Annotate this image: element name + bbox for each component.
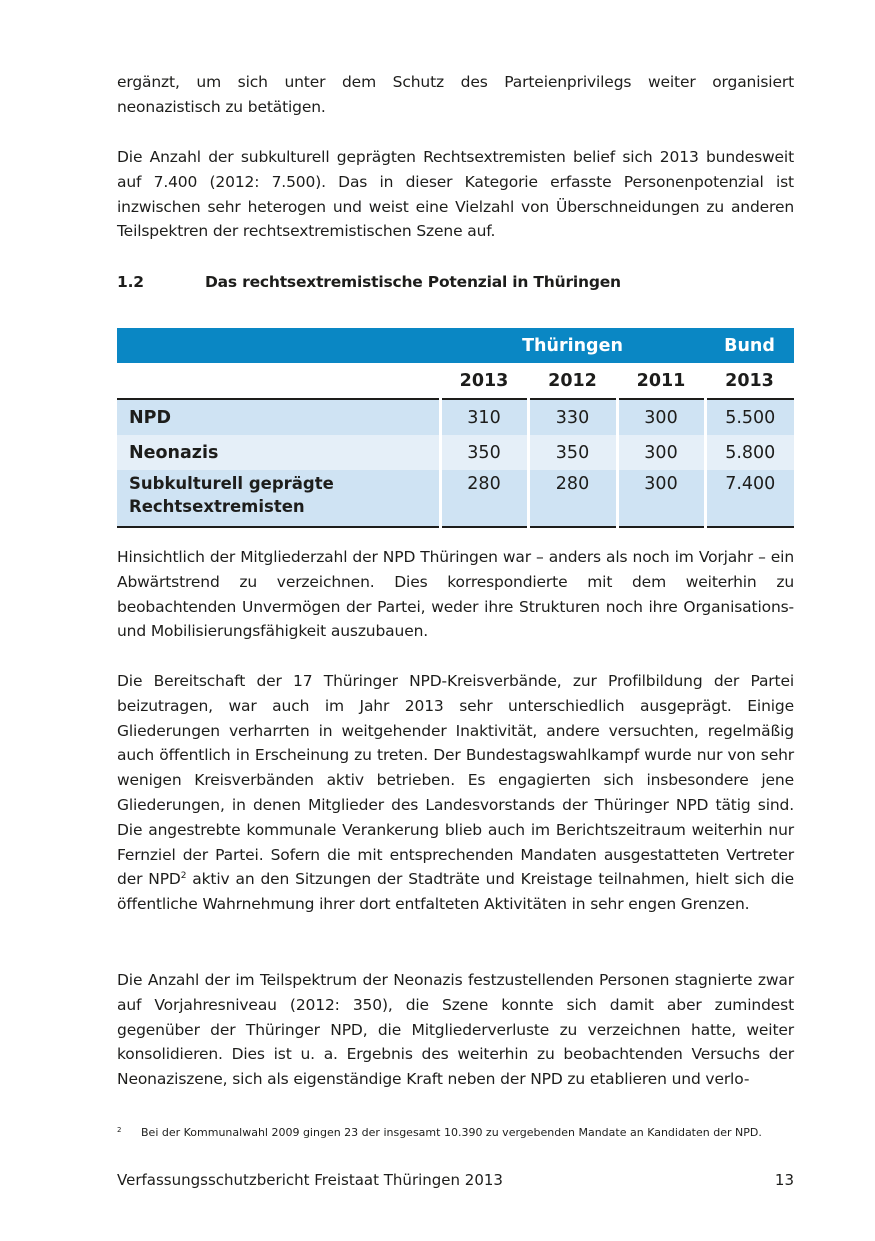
table-cell: 310 (440, 399, 528, 435)
row-label-line: Rechtsextremisten (129, 497, 305, 516)
footer-title: Verfassungsschutzbericht Freistaat Thüringen 2013 (117, 1171, 503, 1189)
row-label (117, 470, 440, 527)
table-cell: 300 (617, 435, 705, 470)
potential-table (117, 328, 794, 528)
row-label: Neonazis (117, 435, 440, 470)
row-label-line: Subkulturell geprägte (129, 474, 334, 493)
year-header: 2013 (440, 363, 528, 399)
table-cell: 350 (528, 435, 617, 470)
footnote-text: Bei der Kommunalwahl 2009 gingen 23 der insgesamt 10.390 zu vergebenden Mandate an Kandidaten der NPD. (141, 1126, 762, 1139)
paragraph-5: Die Anzahl der im Teilspektrum der Neonazis festzustellenden Personen stagnierte zwar auf Vorjahresniveau (2012: 350), die Szene konnte sich damit aber zumindest gegenüber der Thüringer NPD, die Mitgliederverluste zu verzeichnen hatte, weiter konsolidieren. Dies ist u. a. Ergebnis des weiterhin zu beobachtenden Versuchs der Neonaziszene, sich als eigenständige Kraft neben der NPD zu etablieren und verlo- (117, 971, 794, 1089)
paragraph-4-part-a: Die Bereitschaft der 17 Thüringer NPD-Kreisverbände, zur Profilbildung der Partei beizutragen, war auch im Jahr 2013 sehr unterschiedlich ausgeprägt. Einige Gliederungen verharrten in weitgehender Inaktivität, andere versuchten, regelmäßig auch öffentlich in Erscheinung zu treten. Der Bundestagswahlkampf wurde nur von sehr wenigen Kreisverbänden aktiv betrieben. Es engagierten sich insbesondere jene Gliederungen, in denen Mitglieder des Landesvorstands der Thüringer NPD tätig sind. Die angestrebte kommunale Verankerung blieb auch im Berichtszeitraum weiterhin nur Fernziel der Partei. Sofern die mit entsprechenden Mandaten ausgestatteten Vertreter der NPD (117, 672, 794, 889)
table-cell: 300 (617, 399, 705, 435)
table-year-header (117, 363, 794, 399)
table-cell: 280 (440, 470, 528, 527)
paragraph-4-part-b: aktiv an den Sitzungen der Stadträte und Kreistage teilnahmen, hielt sich die öffentliche Wahrnehmung ihrer dort entfalteten Aktivitäten in sehr engen Grenzen. (117, 870, 794, 914)
table-cell: 280 (528, 470, 617, 527)
footnote-reference[interactable]: 2 (180, 871, 187, 882)
page-footer (117, 1169, 794, 1191)
table-cell: 300 (617, 470, 705, 527)
year-header: 2013 (705, 363, 794, 399)
table-group-header (117, 328, 794, 363)
paragraph-1: ergänzt, um sich unter dem Schutz des Parteienprivilegs weiter organisiert neonazistisch zu betätigen. (117, 73, 794, 116)
page-number: 13 (774, 1171, 794, 1189)
table-row (117, 470, 794, 527)
section-number: 1.2 (117, 273, 144, 291)
group-thueringen: Thüringen (440, 328, 705, 363)
table-cell: 330 (528, 399, 617, 435)
group-bund: Bund (705, 328, 794, 363)
table-cell: 5.500 (705, 399, 794, 435)
paragraph-2: Die Anzahl der subkulturell geprägten Rechtsextremisten belief sich 2013 bundesweit auf 7.400 (2012: 7.500). Das in dieser Kategorie erfasste Personenpotenzial ist inzwischen sehr heterogen und weist eine Vielzahl von Überschneidungen zu anderen Teilspektren der rechtsextremistischen Szene auf. (117, 148, 794, 241)
paragraph-3: Hinsichtlich der Mitgliederzahl der NPD Thüringen war – anders als noch im Vorjahr – ein Abwärtstrend zu verzeichnen. Dies korrespondierte mit dem weiterhin zu beobachtenden Unvermögen der Partei, weder ihre Strukturen noch ihre Organisations- und Mobilisierungsfähigkeit auszubauen. (117, 548, 794, 641)
year-header: 2012 (528, 363, 617, 399)
table-cell: 7.400 (705, 470, 794, 527)
row-label: NPD (117, 399, 440, 435)
table-row (117, 435, 794, 470)
section-title: Das rechtsextremistische Potenzial in Thüringen (205, 273, 621, 291)
table-cell: 5.800 (705, 435, 794, 470)
table-row (117, 399, 794, 435)
year-header: 2011 (617, 363, 705, 399)
section-heading (117, 271, 794, 293)
footnote-number: 2 (117, 1126, 122, 1134)
table-cell: 350 (440, 435, 528, 470)
paragraph-4 (117, 669, 794, 917)
